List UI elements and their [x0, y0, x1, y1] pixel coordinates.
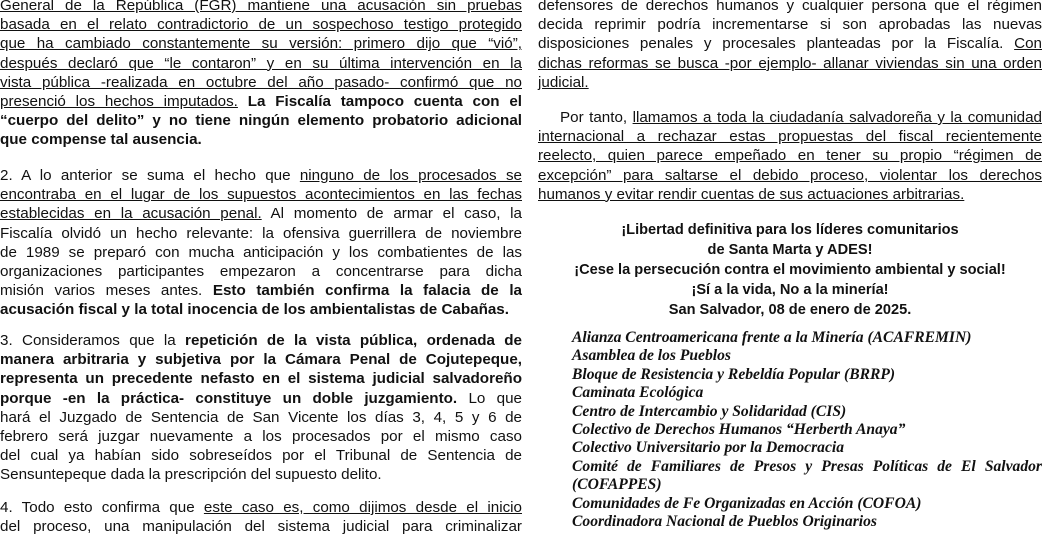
left-column [0, 0, 522, 536]
organization-name: Colectivo Universitario por la Democracia [572, 439, 844, 457]
right-column [538, 0, 1042, 531]
underlined-text: judicial. [538, 73, 589, 91]
paragraph-1-continuation [0, 0, 522, 150]
text-line [0, 517, 522, 536]
signatory-organizations-list [572, 329, 1042, 531]
plain-text: febrero será juzgar nuevamente a los procesados por el mismo caso [0, 427, 522, 445]
underlined-text: excepción” para saltarse el debido proceso, violentar los derechos [538, 166, 1042, 184]
plain-text: defensores de derechos humanos y cualquier persona que el régimen [538, 0, 1042, 14]
text-line [0, 204, 522, 223]
underlined-text: que ha cambiado constantemente su versión: primero dijo que “vió”, [0, 35, 522, 53]
text-line [0, 15, 522, 34]
closing-line: de Santa Marta y ADES! [707, 242, 873, 258]
organization-name: Asamblea de los Pueblos [572, 347, 731, 365]
text-line [0, 300, 522, 319]
text-line [538, 127, 1042, 146]
underlined-text: ninguno de los procesados se [299, 167, 522, 184]
text-line [0, 185, 522, 204]
text-line [0, 111, 522, 130]
underlined-text: humanos y evitar rendir cuentas de sus actuaciones arbitrarias. [538, 185, 965, 203]
plain-text: Al momento de armar el caso, la [261, 205, 522, 223]
text-line [538, 108, 1042, 127]
underlined-text: reelecto, quien parece empeñado en tener su propio “régimen de [538, 147, 1042, 165]
paragraph-reforms [538, 0, 1042, 92]
text-line [538, 146, 1042, 165]
underlined-text: Con [1014, 35, 1042, 53]
text-line [0, 465, 522, 484]
text-line [538, 73, 1042, 92]
plain-text: 3. Consideramos que la [0, 332, 186, 349]
text-line [0, 34, 522, 53]
text-line [0, 498, 522, 517]
text-line [0, 389, 522, 408]
text-line [0, 0, 522, 15]
text-line [0, 427, 522, 446]
paragraph-2 [0, 166, 522, 320]
organization-name: Centro de Intercambio y Solidaridad (CIS) [572, 402, 847, 420]
plain-text: decida reprimir podría incrementarse si son aprobadas las nuevas [538, 16, 1042, 34]
closing-line: ¡Cese la persecución contra el movimiento ambiental y social! [574, 262, 1006, 278]
text-line [538, 166, 1042, 185]
plain-text: misión varios meses antes. [0, 282, 213, 300]
paragraph-3 [0, 331, 522, 485]
underlined-text: este caso es, como dijimos desde el inicio [203, 499, 522, 516]
plain-text: del cual ya habían sido sobreseídos por el Tribunal de Sentencia de [0, 447, 522, 465]
underlined-text: vista pública -realizada en octubre del año pasado- confirmó que no [0, 73, 522, 91]
text-line [0, 224, 522, 243]
bold-text: repetición de la vista pública, ordenada de [185, 332, 522, 349]
organization-name: Caminata Ecológica [572, 384, 704, 402]
underlined-text: internacional a rechazar estas propuestas del fiscal recientemente [538, 128, 1042, 146]
plain-text: disposiciones penales y procesales planteadas por la Fiscalía. [538, 35, 1015, 53]
underlined-text: presenció los hechos imputados. [0, 92, 238, 110]
bold-text: porque -en la práctica- constituye un doble juzgamiento. [0, 389, 458, 407]
bold-text: Esto también confirma la falacia de la [212, 282, 522, 300]
paragraph-4 [0, 498, 522, 536]
organization-name: Bloque de Resistencia y Rebeldía Popular (BRRP) [572, 365, 896, 383]
plain-text: Por tanto, [560, 109, 633, 126]
text-line [0, 331, 522, 350]
organization-name: (COFAPPES) [572, 476, 662, 494]
plain-text: hará el Juzgado de Sentencia de San Vicente los días 3, 4, 5 y 6 de [0, 408, 522, 426]
plain-text: del proceso, una manipulación del sistema judicial para criminalizar [0, 518, 522, 536]
organization-name: Alianza Centroamericana frente a la Minería (ACAFREMIN) [572, 329, 972, 346]
bold-text: que compense tal ausencia. [0, 131, 202, 149]
plain-text: de 1989 se preparó con mucha anticipación y los combatientes de las [0, 243, 522, 261]
underlined-text: dichas reformas se busca -por ejemplo- allanar viviendas sin una orden [538, 54, 1042, 72]
underlined-text: encontraba en el lugar de los supuestos acontecimientos en las fechas [0, 186, 522, 204]
underlined-text: General de la República (FGR) mantiene una acusación sin pruebas [0, 0, 522, 14]
bold-text: manera arbitraria y subjetiva por la Cámara Penal de Cojutepeque, [0, 351, 522, 369]
text-line [0, 350, 522, 369]
text-line [538, 34, 1042, 53]
closing-line: ¡Libertad definitiva para los líderes comunitarios [621, 222, 959, 238]
text-line [538, 54, 1042, 73]
plain-text: Sensuntepeque dada la prescripción del supuesto delito. [0, 466, 382, 484]
text-line [0, 281, 522, 300]
organization-name: Comunidades de Fe Organizadas en Acción (COFOA) [572, 494, 922, 512]
text-line [538, 0, 1042, 15]
text-line [0, 262, 522, 281]
plain-text: Lo que [457, 389, 522, 407]
organization-name: Comité de Familiares de Presos y Presas Políticas de El Salvador [572, 457, 1042, 475]
text-line [0, 54, 522, 73]
text-line [538, 15, 1042, 34]
text-line [0, 408, 522, 427]
text-line [0, 446, 522, 465]
closing-line: ¡Sí a la vida, No a la minería! [691, 282, 889, 298]
underlined-text: después declaró que “le contaron” y en su última intervención en la [0, 54, 522, 72]
underlined-text: llamamos a toda la ciudadanía salvadoreña y la comunidad [632, 109, 1042, 126]
closing-slogans [538, 220, 1042, 320]
text-line [0, 73, 522, 92]
text-line [0, 92, 522, 111]
plain-text: 4. Todo esto confirma que [0, 499, 204, 516]
underlined-text: basada en el relato contradictorio de un sospechoso testigo protegido [0, 16, 522, 34]
bold-text: “cuerpo del delito” y no tiene ningún elemento probatorio adicional [0, 112, 522, 130]
paragraph-call-to-action [538, 108, 1042, 204]
bold-text: acusación fiscal y la total inocencia de los ambientalistas de Cabañas. [0, 301, 509, 319]
plain-text: 2. A lo anterior se suma el hecho que [0, 167, 300, 184]
closing-line: San Salvador, 08 de enero de 2025. [668, 302, 912, 318]
text-line [538, 185, 1042, 204]
bold-text: representa un precedente nefasto en el sistema judicial salvadoreño [0, 370, 522, 388]
text-line [0, 243, 522, 262]
text-line [0, 166, 522, 185]
text-line [0, 369, 522, 388]
text-line [0, 130, 522, 149]
plain-text: Fiscalía olvidó un hecho relevante: la ofensiva guerrillera de noviembre [0, 224, 522, 242]
plain-text: organizaciones participantes empezaron a concentrarse para dicha [0, 262, 522, 280]
organization-name: Coordinadora Nacional de Pueblos Originarios [572, 513, 877, 531]
organization-name: Colectivo de Derechos Humanos “Herberth Anaya” [572, 421, 906, 439]
bold-text: La Fiscalía tampoco cuenta con el [237, 92, 522, 110]
underlined-text: establecidas en la acusación penal. [0, 205, 262, 223]
